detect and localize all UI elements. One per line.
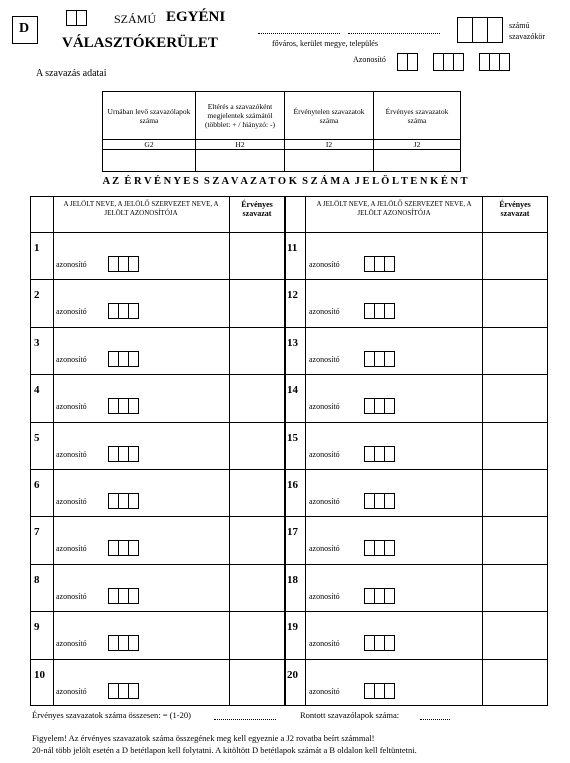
azonosito-label-left: azonosító (56, 544, 87, 554)
row-line-left (30, 422, 229, 423)
id-box[interactable] (384, 303, 395, 319)
candidate-id-boxes-right[interactable] (364, 683, 394, 699)
vote-line-left (229, 279, 284, 280)
meta-code-j2: J2 (374, 140, 461, 150)
row-line-left (30, 611, 229, 612)
row-line-right (284, 327, 482, 328)
azonosito-label-right: azonosító (309, 449, 340, 459)
row-number-right: 12 (287, 289, 298, 302)
district-number-boxes[interactable] (66, 10, 86, 26)
candidate-id-boxes-right[interactable] (364, 540, 394, 556)
vote-line-right (482, 659, 548, 660)
vote-line-right (482, 516, 548, 517)
azonosito-label-left: azonosító (56, 402, 87, 412)
title-egyeni: EGYÉNI (166, 9, 226, 25)
vote-line-left (229, 327, 284, 328)
right-votes-cell[interactable] (483, 470, 547, 515)
row-number-left: 10 (34, 668, 45, 681)
sum-label: Érvényes szavazatok száma összesen: = (1-20) (32, 710, 191, 720)
right-votes-cell[interactable] (483, 660, 547, 705)
header-azonosito-label: Azonosító (353, 55, 386, 64)
row-line-left (30, 516, 229, 517)
azonosito-label-left: azonosító (56, 591, 87, 601)
id-box[interactable] (128, 635, 139, 651)
place-label: főváros, kerület megye, település (272, 39, 378, 48)
meta-header-2: Eltérés a szavazóként megjelentek számától (többlet: + / hiányzó: -) (196, 92, 285, 140)
header-id-boxes[interactable] (397, 53, 417, 71)
row-line-right (284, 374, 482, 375)
title-valasztokerulet: VÁLASZTÓKERÜLET (62, 35, 218, 51)
azonosito-label-right: azonosító (309, 544, 340, 554)
id-box[interactable] (128, 398, 139, 414)
title-szamu: SZÁMÚ (114, 12, 157, 26)
vote-line-left (229, 564, 284, 565)
vote-line-left (229, 469, 284, 470)
candidate-id-boxes-left[interactable] (108, 398, 138, 414)
azonosito-label-left: azonosító (56, 260, 87, 269)
candidate-id-boxes-right[interactable] (364, 493, 394, 509)
place-line-2 (348, 33, 440, 34)
candidate-id-boxes-left[interactable] (108, 635, 138, 651)
row-line-left (30, 374, 229, 375)
vote-line-right (482, 469, 548, 470)
row-number-left: 4 (34, 384, 40, 397)
vote-line-right (482, 422, 548, 423)
left-votes-cell[interactable] (230, 470, 283, 515)
row-line-left (30, 279, 229, 280)
id-box[interactable] (128, 588, 139, 604)
azonosito-label-left: azonosító (56, 639, 87, 649)
id-box[interactable] (128, 351, 139, 367)
left-votes-cell[interactable] (230, 660, 283, 705)
row-line-right (284, 469, 482, 470)
meta-header-3: Érvénytelen szavazatok száma (285, 92, 374, 140)
row-number-left: 1 (34, 242, 40, 254)
right-votes-cell[interactable] (483, 565, 547, 610)
azonosito-label-left: azonosító (56, 497, 87, 506)
left-votes-cell[interactable] (230, 565, 283, 610)
azonosito-label-right: azonosító (309, 591, 340, 601)
id-box[interactable] (384, 446, 395, 462)
place-line-1 (258, 33, 340, 34)
row-number-left: 3 (34, 336, 40, 349)
form-letter: D (19, 21, 30, 36)
row-number-right: 14 (287, 384, 298, 397)
candidate-id-boxes-left[interactable] (108, 588, 138, 604)
sum-dots (214, 719, 276, 720)
left-votes-header: Érvényes szavazat (241, 200, 273, 218)
left-votes-cell[interactable] (230, 612, 283, 657)
vote-line-left (229, 516, 284, 517)
meta-header-1: Urnában levő szavazólapok száma (103, 92, 196, 140)
row-line-right (284, 611, 482, 612)
left-candidate-header: A JELÖLT NEVE, A JELÖLŐ SZERVEZET NEVE, A JELÖLT AZONOSÍTÓJA (63, 200, 219, 217)
azonosito-label-right: azonosító (309, 639, 340, 649)
row-number-left: 5 (34, 431, 40, 444)
note-2: 20-nál több jelölt esetén a D betétlapon kell folytatni. A kitöltött D betétlapok számát a B oldalon kell feltüntetni. (32, 745, 417, 755)
row-number-right: 18 (287, 573, 298, 586)
row-line-left (30, 564, 229, 565)
col-divider-1 (53, 196, 54, 706)
azonosito-label-left: azonosító (56, 686, 87, 696)
vote-line-left (229, 659, 284, 660)
row-line-right (284, 564, 482, 565)
left-votes-cell[interactable] (230, 280, 283, 325)
row-line-left (30, 327, 229, 328)
row-number-right: 16 (287, 479, 298, 491)
right-votes-cell[interactable] (483, 233, 547, 278)
candidate-id-boxes-left[interactable] (108, 256, 138, 272)
col-divider-4 (305, 196, 306, 706)
candidate-id-boxes-right[interactable] (364, 351, 394, 367)
row-number-right: 20 (287, 668, 298, 681)
id-box[interactable] (384, 635, 395, 651)
candidate-id-boxes-left[interactable] (108, 446, 138, 462)
row-number-right: 11 (287, 242, 298, 254)
meta-code-i2: I2 (285, 140, 374, 150)
row-number-left: 2 (34, 289, 40, 302)
right-votes-cell[interactable] (483, 423, 547, 468)
spoiled-dots (420, 719, 450, 720)
vote-line-right (482, 327, 548, 328)
candidate-id-boxes-left[interactable] (108, 351, 138, 367)
meta-value-h2[interactable] (196, 150, 285, 172)
azonosito-label-left: azonosító (56, 354, 87, 364)
right-votes-cell[interactable] (483, 328, 547, 373)
meta-value-j2[interactable] (374, 150, 461, 172)
right-votes-cell[interactable] (483, 612, 547, 657)
row-line-right (284, 516, 482, 517)
meta-value-g2[interactable] (103, 150, 196, 172)
right-votes-cell[interactable] (483, 280, 547, 325)
vote-line-right (482, 564, 548, 565)
header-bottom-line (30, 232, 548, 233)
id-box[interactable] (128, 493, 139, 509)
candidate-id-boxes-right[interactable] (364, 635, 394, 651)
id-box[interactable] (128, 683, 139, 699)
row-number-right: 17 (287, 526, 298, 539)
id-box[interactable] (384, 398, 395, 414)
vote-line-left (229, 422, 284, 423)
left-votes-cell[interactable] (230, 375, 283, 420)
row-number-left: 9 (34, 621, 40, 634)
right-votes-header: Érvényes szavazat (499, 200, 531, 218)
row-number-left: 7 (34, 526, 40, 539)
azonosito-label-right: azonosító (309, 307, 340, 317)
azonosito-label-right: azonosító (309, 497, 340, 506)
candidate-id-boxes-right[interactable] (364, 256, 394, 272)
id-box[interactable] (384, 493, 395, 509)
section-label: A szavazás adatai (36, 68, 107, 79)
azonosito-label-left: azonosító (56, 449, 87, 459)
id-box[interactable] (384, 588, 395, 604)
candidate-id-boxes-left[interactable] (108, 303, 138, 319)
azonosito-label-right: azonosító (309, 402, 340, 412)
col-divider-3 (284, 196, 286, 706)
id-box[interactable] (384, 351, 395, 367)
row-line-right (284, 422, 482, 423)
azonosito-label-right: azonosító (309, 686, 340, 696)
vote-line-left (229, 611, 284, 612)
id-box[interactable] (384, 540, 395, 556)
row-line-right (284, 279, 482, 280)
candidate-id-boxes-right[interactable] (364, 446, 394, 462)
vote-line-right (482, 279, 548, 280)
left-votes-cell[interactable] (230, 328, 283, 373)
meta-header-4: Érvényes szavazatok száma (374, 92, 461, 140)
left-votes-cell[interactable] (230, 517, 283, 562)
row-line-right (284, 659, 482, 660)
header-id-boxes-2[interactable] (433, 53, 463, 71)
vote-line-left (229, 374, 284, 375)
row-number-right: 19 (287, 621, 298, 634)
candidate-id-boxes-right[interactable] (364, 303, 394, 319)
szamu-label: számú (509, 21, 530, 30)
candidate-id-boxes-left[interactable] (108, 683, 138, 699)
candidate-id-boxes-right[interactable] (364, 398, 394, 414)
id-box[interactable] (384, 256, 395, 272)
row-number-right: 13 (287, 336, 298, 349)
voting-data-table (102, 91, 461, 172)
main-title: A Z É R V É N Y E S S Z A V A Z A T O K S Z Á M A J E L Ö L T E N K É N T (102, 176, 468, 187)
szavazokor-label: szavazókör (509, 32, 545, 41)
spoiled-label: Rontott szavazólapok száma: (300, 710, 400, 720)
meta-code-g2: G2 (103, 140, 196, 150)
note-1: Figyelem! Az érvényes szavazatok száma összegének meg kell egyeznie a J2 rovatba beírt számmal! (32, 733, 375, 743)
id-box[interactable] (128, 540, 139, 556)
polling-station-number-boxes[interactable] (457, 17, 502, 43)
right-votes-cell[interactable] (483, 375, 547, 420)
vote-line-right (482, 374, 548, 375)
row-number-right: 15 (287, 431, 298, 444)
row-number-left: 6 (34, 479, 40, 491)
candidate-id-boxes-left[interactable] (108, 540, 138, 556)
id-box[interactable] (128, 303, 139, 319)
meta-value-i2[interactable] (285, 150, 374, 172)
right-votes-cell[interactable] (483, 517, 547, 562)
header-id-boxes-3[interactable] (479, 53, 509, 71)
left-votes-cell[interactable] (230, 233, 283, 278)
row-line-left (30, 469, 229, 470)
row-line-left (30, 659, 229, 660)
azonosito-label-right: azonosító (309, 260, 340, 269)
left-votes-cell[interactable] (230, 423, 283, 468)
candidate-id-boxes-left[interactable] (108, 493, 138, 509)
meta-code-h2: H2 (196, 140, 285, 150)
id-box[interactable] (128, 256, 139, 272)
candidate-id-boxes-right[interactable] (364, 588, 394, 604)
azonosito-label-left: azonosító (56, 307, 87, 317)
id-box[interactable] (128, 446, 139, 462)
row-number-left: 8 (34, 573, 40, 586)
right-candidate-header: A JELÖLT NEVE, A JELÖLŐ SZERVEZET NEVE, A JELÖLT AZONOSÍTÓJA (316, 200, 472, 217)
azonosito-label-right: azonosító (309, 354, 340, 364)
vote-line-right (482, 611, 548, 612)
id-box[interactable] (384, 683, 395, 699)
